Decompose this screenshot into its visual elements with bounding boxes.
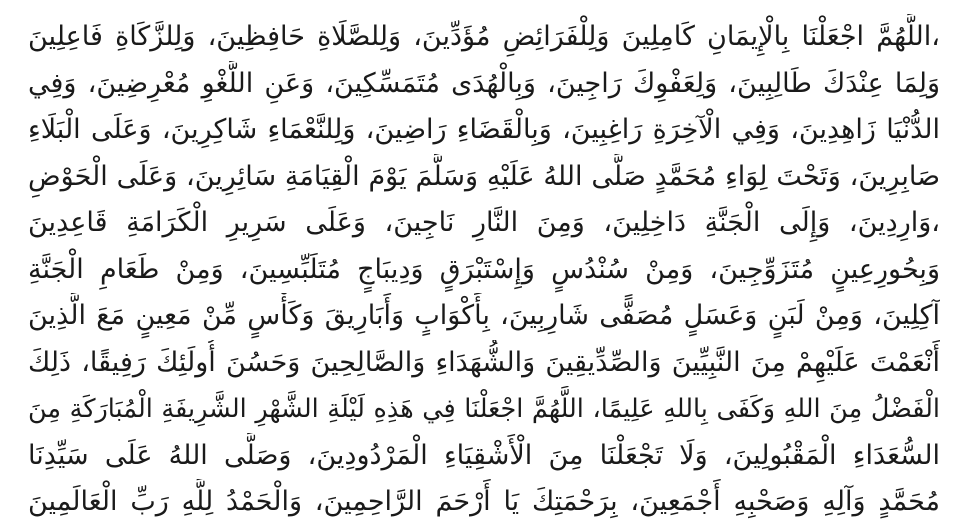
text-line-11: مُحَمَّدٍ وَآلِهِ وَصَحْبِهِ أَجْمَعِينَ، بِرَحْمَتِكَ يَا أَرْحَمَ الرَّاحِمِينَ، وَالْحَمْدُ لِلَّهِ رَبِّ الْعَالَمِينَ bbox=[28, 486, 940, 517]
text-line-10: السُّعَدَاءِ الْمَقْبُولِينَ، وَلَا تَجْعَلْنَا مِنَ الْأَشْقِيَاءِ الْمَرْدُودِينَ، وَصَلَّى اللهُ عَلَى سَيِّدِنَا bbox=[28, 439, 940, 471]
text-line-5: ،وَارِدِينَ، وَإِلَى الْجَنَّةِ دَاخِلِينَ، وَمِنَ النَّارِ نَاجِينَ، وَعَلَى سَرِيرِ الْكَرَامَةِ قَاعِدِينَ bbox=[28, 207, 940, 238]
text-line-6: وَبِحُورِعِينٍ مُتَزَوِّجِينَ، وَمِنْ سُنْدُسٍ وَإِسْتَبْرَقٍ وَدِيبَاجٍ مُتَلَبِّسِينَ، وَمِنْ طَعَامِ الْجَنَّةِ bbox=[28, 253, 940, 285]
arabic-prayer-text bbox=[28, 14, 940, 526]
text-line-1: ،اللَّهُمَّ اجْعَلْنَا بِالْإِيمَانِ كَامِلِينَ وَلِلْفَرَائِضِ مُؤَدِّينَ، وَلِلصَّلَاةِ حَافِظِينَ، وَلِلزَّكَاةِ فَاعِلِينَ bbox=[28, 21, 940, 52]
text-line-3: الدُّنْيَا زَاهِدِينَ، وَفِي الْآخِرَةِ رَاغِبِينَ، وَبِالْقَضَاءِ رَاضِينَ، وَلِلنَّعْمَاءِ شَاكِرِينَ، وَعَلَى الْبَلَاءِ bbox=[28, 114, 940, 145]
text-line-9: الْفَضْلُ مِنَ اللهِ وَكَفَى بِاللهِ عَلِيمًا، اللَّهُمَّ اجْعَلْنَا فِي هَذِهِ لَيْلَةِ الشَّهْرِ الشَّرِيفَةِ الْمُبَارَكَةِ مِنَ bbox=[28, 394, 940, 424]
text-line-8: أَنْعَمْتَ عَلَيْهِمْ مِنَ النَّبِيِّينَ وَالصِّدِّيقِينَ وَالشُّهَدَاءِ وَالصَّالِحِينَ وَحَسُنَ أُولَئِكَ رَفِيقًا، ذَلِكَ bbox=[28, 346, 940, 378]
text-line-7: آكِلِينَ، وَمِنْ لَبَنٍ وَعَسَلٍ مُصَفًّى شَارِبِينَ، بِأَكْوَابٍ وَأَبَارِيقَ وَكَأْسٍ مِّنْ مَعِينٍ مَعَ الَّذِينَ bbox=[28, 300, 940, 331]
text-line-2: وَلِمَا عِنْدَكَ طَالِبِينَ، وَلِعَفْوِكَ رَاجِينَ، وَبِالْهُدَى مُتَمَسِّكِينَ، وَعَنِ اللَّغْوِ مُعْرِضِينَ، وَفِي bbox=[28, 67, 940, 99]
text-line-4: صَابِرِينَ، وَتَحْتَ لِوَاءِ مُحَمَّدٍ صَلَّى اللهُ عَلَيْهِ وَسَلَّمَ يَوْمَ الْقِيَامَةِ سَائِرِينَ، وَعَلَى الْحَوْضِ bbox=[28, 160, 940, 192]
